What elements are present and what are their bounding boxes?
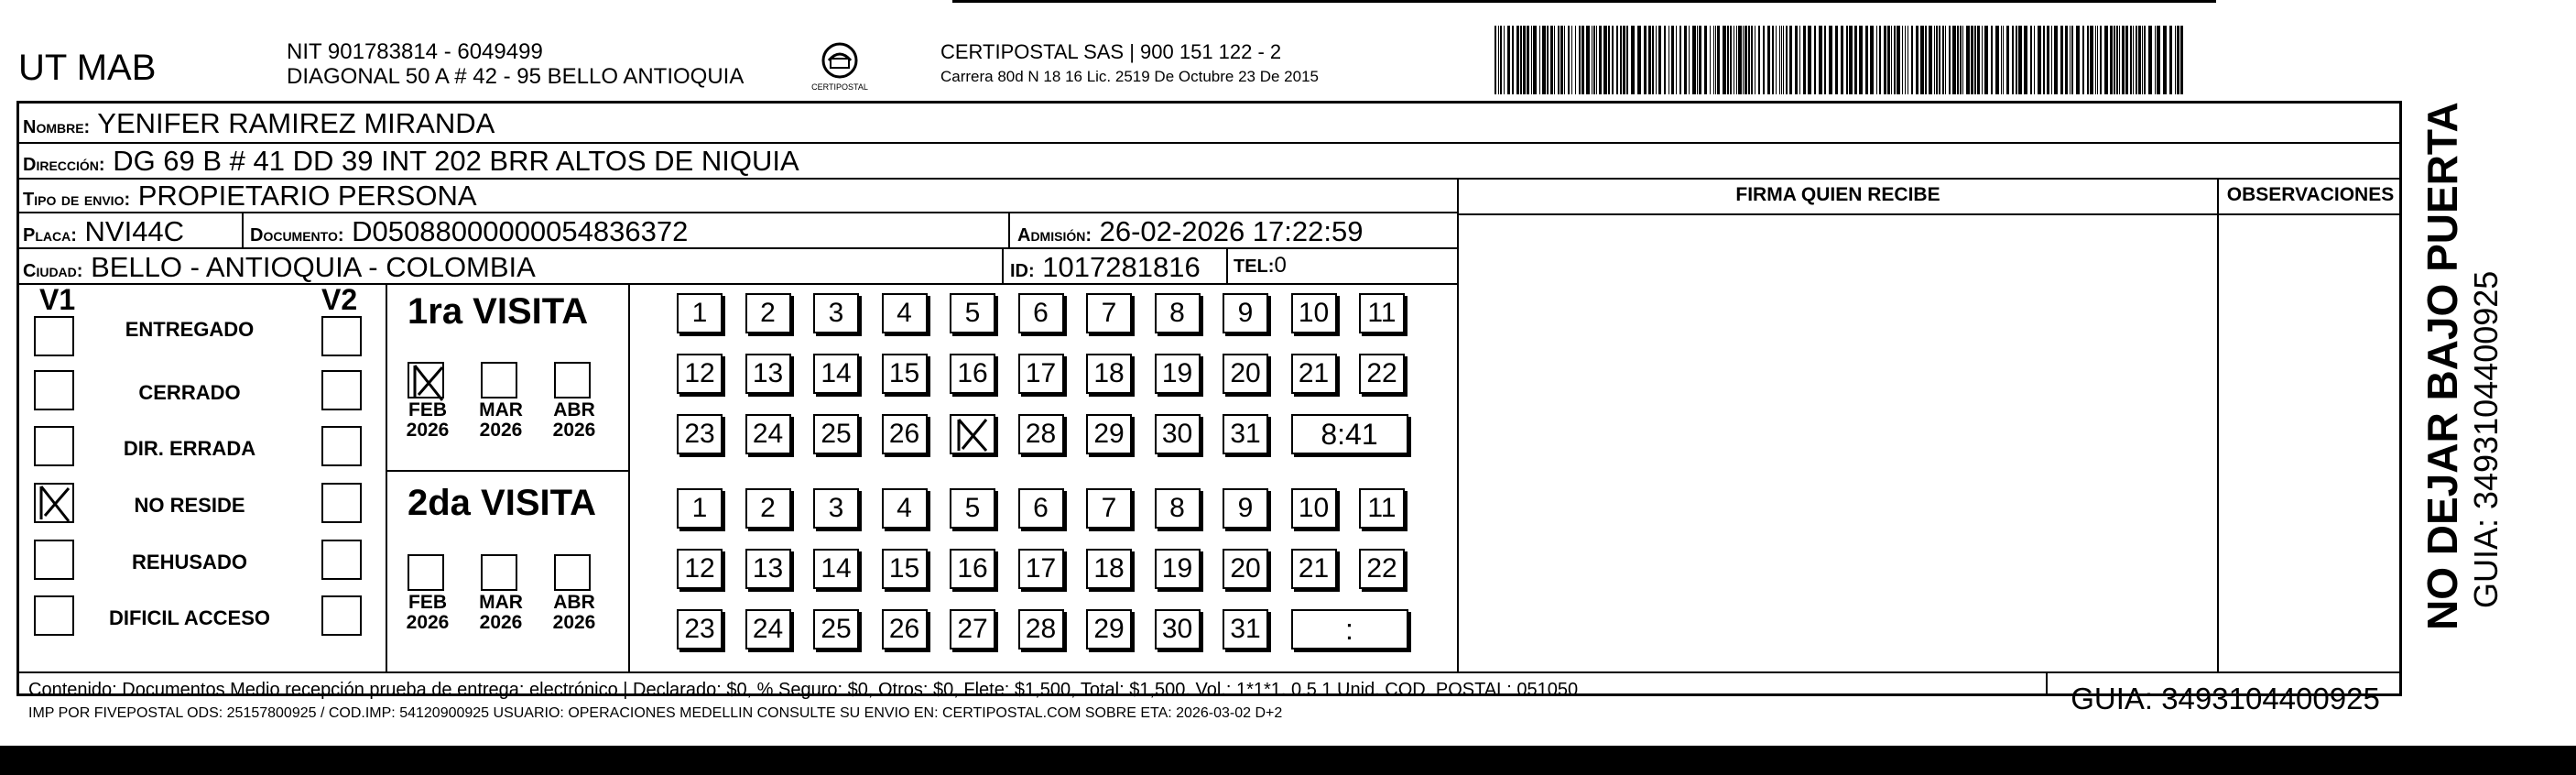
day-box[interactable]: 11	[1359, 488, 1405, 529]
day-box[interactable]: 29	[1086, 609, 1132, 649]
certipostal-name: CERTIPOSTAL SAS | 900 151 122 - 2	[940, 40, 1282, 63]
admission-value: 26-02-2026 17:22:59	[1099, 215, 1364, 247]
signature-column-header: FIRMA QUIEN RECIBE	[1735, 184, 1940, 205]
day-box[interactable]: 20	[1223, 354, 1268, 394]
day-box[interactable]: 31	[1223, 609, 1268, 649]
month-label: ABR 2026	[552, 592, 596, 633]
day-box[interactable]: 6	[1018, 293, 1064, 333]
v2-checkbox[interactable]	[321, 426, 362, 466]
visit1-title: 1ra VISITA	[408, 291, 589, 332]
certipostal-info	[940, 39, 1319, 89]
plate-value: NVI44C	[84, 215, 185, 247]
day-box[interactable]: 4	[882, 293, 928, 333]
day-box[interactable]: 19	[1155, 354, 1201, 394]
content-summary: Contenido: Documentos Medio recepción prueba de entrega: electrónico | Declarado: $0, % Seguro: $0, Otros: $0, Flete: $1,500, Total: $1,500. Vol.: 1*1*1. 0.5 1 Unid. COD. POSTAL: 051050	[28, 680, 1579, 700]
day-box[interactable]: 15	[882, 549, 928, 589]
day-box[interactable]: 28	[1018, 414, 1064, 454]
tel-row: TEL:0	[1234, 253, 1287, 278]
status-option-label: DIFICIL ACCESO	[108, 606, 270, 629]
day-box[interactable]: 13	[745, 549, 791, 589]
shipping-label-frame	[16, 101, 2402, 721]
month-checkbox[interactable]	[481, 554, 517, 591]
day-box[interactable]: 22	[1359, 354, 1405, 394]
month-checkbox[interactable]	[481, 362, 517, 398]
month-label: MAR 2026	[479, 592, 523, 633]
status-option-label: REHUSADO	[132, 551, 247, 573]
company-name: UT MAB	[18, 48, 157, 88]
day-box[interactable]: 13	[745, 354, 791, 394]
day-box[interactable]: 8	[1155, 293, 1201, 333]
city-value: BELLO - ANTIOQUIA - COLOMBIA	[91, 251, 536, 283]
day-box[interactable]: 21	[1291, 354, 1337, 394]
top-edge-line	[952, 0, 2216, 3]
day-box[interactable]: 8	[1155, 488, 1201, 529]
month-label: FEB 2026	[406, 592, 450, 633]
check-x-icon	[408, 362, 448, 402]
check-x-icon	[34, 483, 74, 523]
id-row: ID: 1017281816	[1010, 251, 1201, 283]
day-box[interactable]: 24	[745, 414, 791, 454]
visit-time-box[interactable]: :	[1291, 609, 1408, 649]
document-row: Documento: D05088000000054836372	[250, 215, 689, 247]
day-box[interactable]: 9	[1223, 488, 1268, 529]
day-box[interactable]: 31	[1223, 414, 1268, 454]
admission-row: Admisión: 26-02-2026 17:22:59	[1017, 215, 1364, 247]
barcode	[1495, 26, 2186, 94]
day-box[interactable]: 22	[1359, 549, 1405, 589]
v2-checkbox[interactable]	[321, 595, 362, 636]
print-info: IMP POR FIVEPOSTAL ODS: 25157800925 / COD.IMP: 54120900925 USUARIO: OPERACIONES MEDELLIN CONSULTE SU ENVIO EN: CERTIPOSTAL.COM SOBRE ETA: 2026-03-02 D+2	[28, 705, 1283, 721]
day-box[interactable]: 11	[1359, 293, 1405, 333]
day-box[interactable]: 21	[1291, 549, 1337, 589]
day-box[interactable]: 25	[813, 609, 859, 649]
day-box[interactable]: 25	[813, 414, 859, 454]
day-box[interactable]: 20	[1223, 549, 1268, 589]
day-box[interactable]: 30	[1155, 414, 1201, 454]
address-value: DG 69 B # 41 DD 39 INT 202 BRR ALTOS DE NIQUIA	[113, 145, 799, 177]
status-option-label: DIR. ERRADA	[123, 437, 256, 460]
day-box[interactable]: 9	[1223, 293, 1268, 333]
v2-checkbox[interactable]	[321, 370, 362, 410]
day-box[interactable]: 1	[677, 488, 723, 529]
v1-header: V1	[39, 283, 76, 316]
day-box[interactable]: 4	[882, 488, 928, 529]
day-box[interactable]: 16	[950, 549, 995, 589]
day-box[interactable]: 10	[1291, 293, 1337, 333]
day-box[interactable]: 18	[1086, 354, 1132, 394]
day-box[interactable]: 2	[745, 293, 791, 333]
v2-checkbox[interactable]	[321, 540, 362, 580]
day-box[interactable]: 27	[950, 609, 995, 649]
day-box[interactable]: 30	[1155, 609, 1201, 649]
month-label: FEB 2026	[406, 399, 450, 441]
address-line: DIAGONAL 50 A # 42 - 95 BELLO ANTIOQUIA	[287, 64, 745, 89]
day-box[interactable]: 28	[1018, 609, 1064, 649]
day-box[interactable]: 14	[813, 354, 859, 394]
day-box[interactable]: 5	[950, 488, 995, 529]
v2-checkbox[interactable]	[321, 483, 362, 523]
day-box[interactable]: 29	[1086, 414, 1132, 454]
tel-value: 0	[1274, 253, 1287, 278]
v1-checkbox[interactable]	[34, 540, 74, 580]
logo-text: CERTIPOSTAL	[811, 82, 868, 92]
certipostal-license: Carrera 80d N 18 16 Lic. 2519 De Octubre 23 De 2015	[940, 68, 1319, 85]
status-option-label: CERRADO	[138, 381, 241, 404]
day-box[interactable]: 3	[813, 488, 859, 529]
recipient-name: YENIFER RAMIREZ MIRANDA	[97, 107, 495, 139]
city-row: Ciudad: BELLO - ANTIOQUIA - COLOMBIA	[23, 251, 536, 283]
month-label: ABR 2026	[552, 399, 596, 441]
document-value: D05088000000054836372	[352, 215, 689, 247]
address-row: Dirección: DG 69 B # 41 DD 39 INT 202 BRR ALTOS DE NIQUIA	[23, 145, 799, 177]
v2-checkbox[interactable]	[321, 316, 362, 356]
nit-line: NIT 901783814 - 6049499	[287, 39, 543, 64]
day-box[interactable]: 26	[882, 609, 928, 649]
month-checkbox[interactable]	[408, 554, 444, 591]
shipment-type-row: Tipo de envio: PROPIETARIO PERSONA	[23, 180, 477, 212]
visit2-title: 2da VISITA	[408, 483, 596, 523]
v1-checkbox[interactable]	[34, 370, 74, 410]
day-box[interactable]: 10	[1291, 488, 1337, 529]
shipment-type: PROPIETARIO PERSONA	[137, 180, 477, 212]
day-mark-x-icon	[950, 414, 995, 454]
side-guia-number: GUIA: 3493104400925	[2467, 270, 2505, 608]
day-box[interactable]: 17	[1018, 549, 1064, 589]
company-nit-address	[287, 39, 744, 89]
day-box[interactable]: 15	[882, 354, 928, 394]
day-box[interactable]: 1	[677, 293, 723, 333]
plate-row: Placa: NVI44C	[23, 215, 185, 247]
v1-checkbox[interactable]	[34, 595, 74, 636]
day-box[interactable]: 6	[1018, 488, 1064, 529]
day-box[interactable]	[950, 414, 995, 454]
day-box[interactable]: 2	[745, 488, 791, 529]
v1-checkbox[interactable]	[34, 426, 74, 466]
month-checkbox[interactable]	[408, 362, 444, 398]
v1-checkbox[interactable]	[34, 483, 74, 523]
day-box[interactable]: 3	[813, 293, 859, 333]
day-box[interactable]: 19	[1155, 549, 1201, 589]
day-box[interactable]: 16	[950, 354, 995, 394]
recipient-name-row: Nombre: YENIFER RAMIREZ MIRANDA	[23, 107, 495, 139]
month-checkbox[interactable]	[554, 362, 591, 398]
v2-header: V2	[321, 283, 358, 316]
guia-number-box: GUIA: 3493104400925	[2071, 682, 2380, 715]
day-box[interactable]: 7	[1086, 488, 1132, 529]
day-box[interactable]: 26	[882, 414, 928, 454]
day-box[interactable]: 5	[950, 293, 995, 333]
day-box[interactable]: 12	[677, 549, 723, 589]
month-label: MAR 2026	[479, 399, 523, 441]
day-box[interactable]: 24	[745, 609, 791, 649]
id-value: 1017281816	[1042, 251, 1201, 283]
day-box[interactable]: 12	[677, 354, 723, 394]
month-checkbox[interactable]	[554, 554, 591, 591]
day-box[interactable]: 14	[813, 549, 859, 589]
no-dejar-bajo-puerta: NO DEJAR BAJO PUERTA	[2418, 102, 2466, 630]
observations-column-header: OBSERVACIONES	[2226, 184, 2395, 205]
day-box[interactable]: 7	[1086, 293, 1132, 333]
visit-time-box[interactable]: 8:41	[1291, 414, 1408, 454]
bottom-black-bar	[0, 746, 2576, 775]
day-box[interactable]: 18	[1086, 549, 1132, 589]
status-option-label: ENTREGADO	[125, 318, 255, 341]
day-box[interactable]: 17	[1018, 354, 1064, 394]
v1-checkbox[interactable]	[34, 316, 74, 356]
status-option-label: NO RESIDE	[134, 494, 245, 517]
day-box[interactable]: 23	[677, 414, 723, 454]
day-box[interactable]: 23	[677, 609, 723, 649]
side-notice	[2418, 102, 2527, 630]
